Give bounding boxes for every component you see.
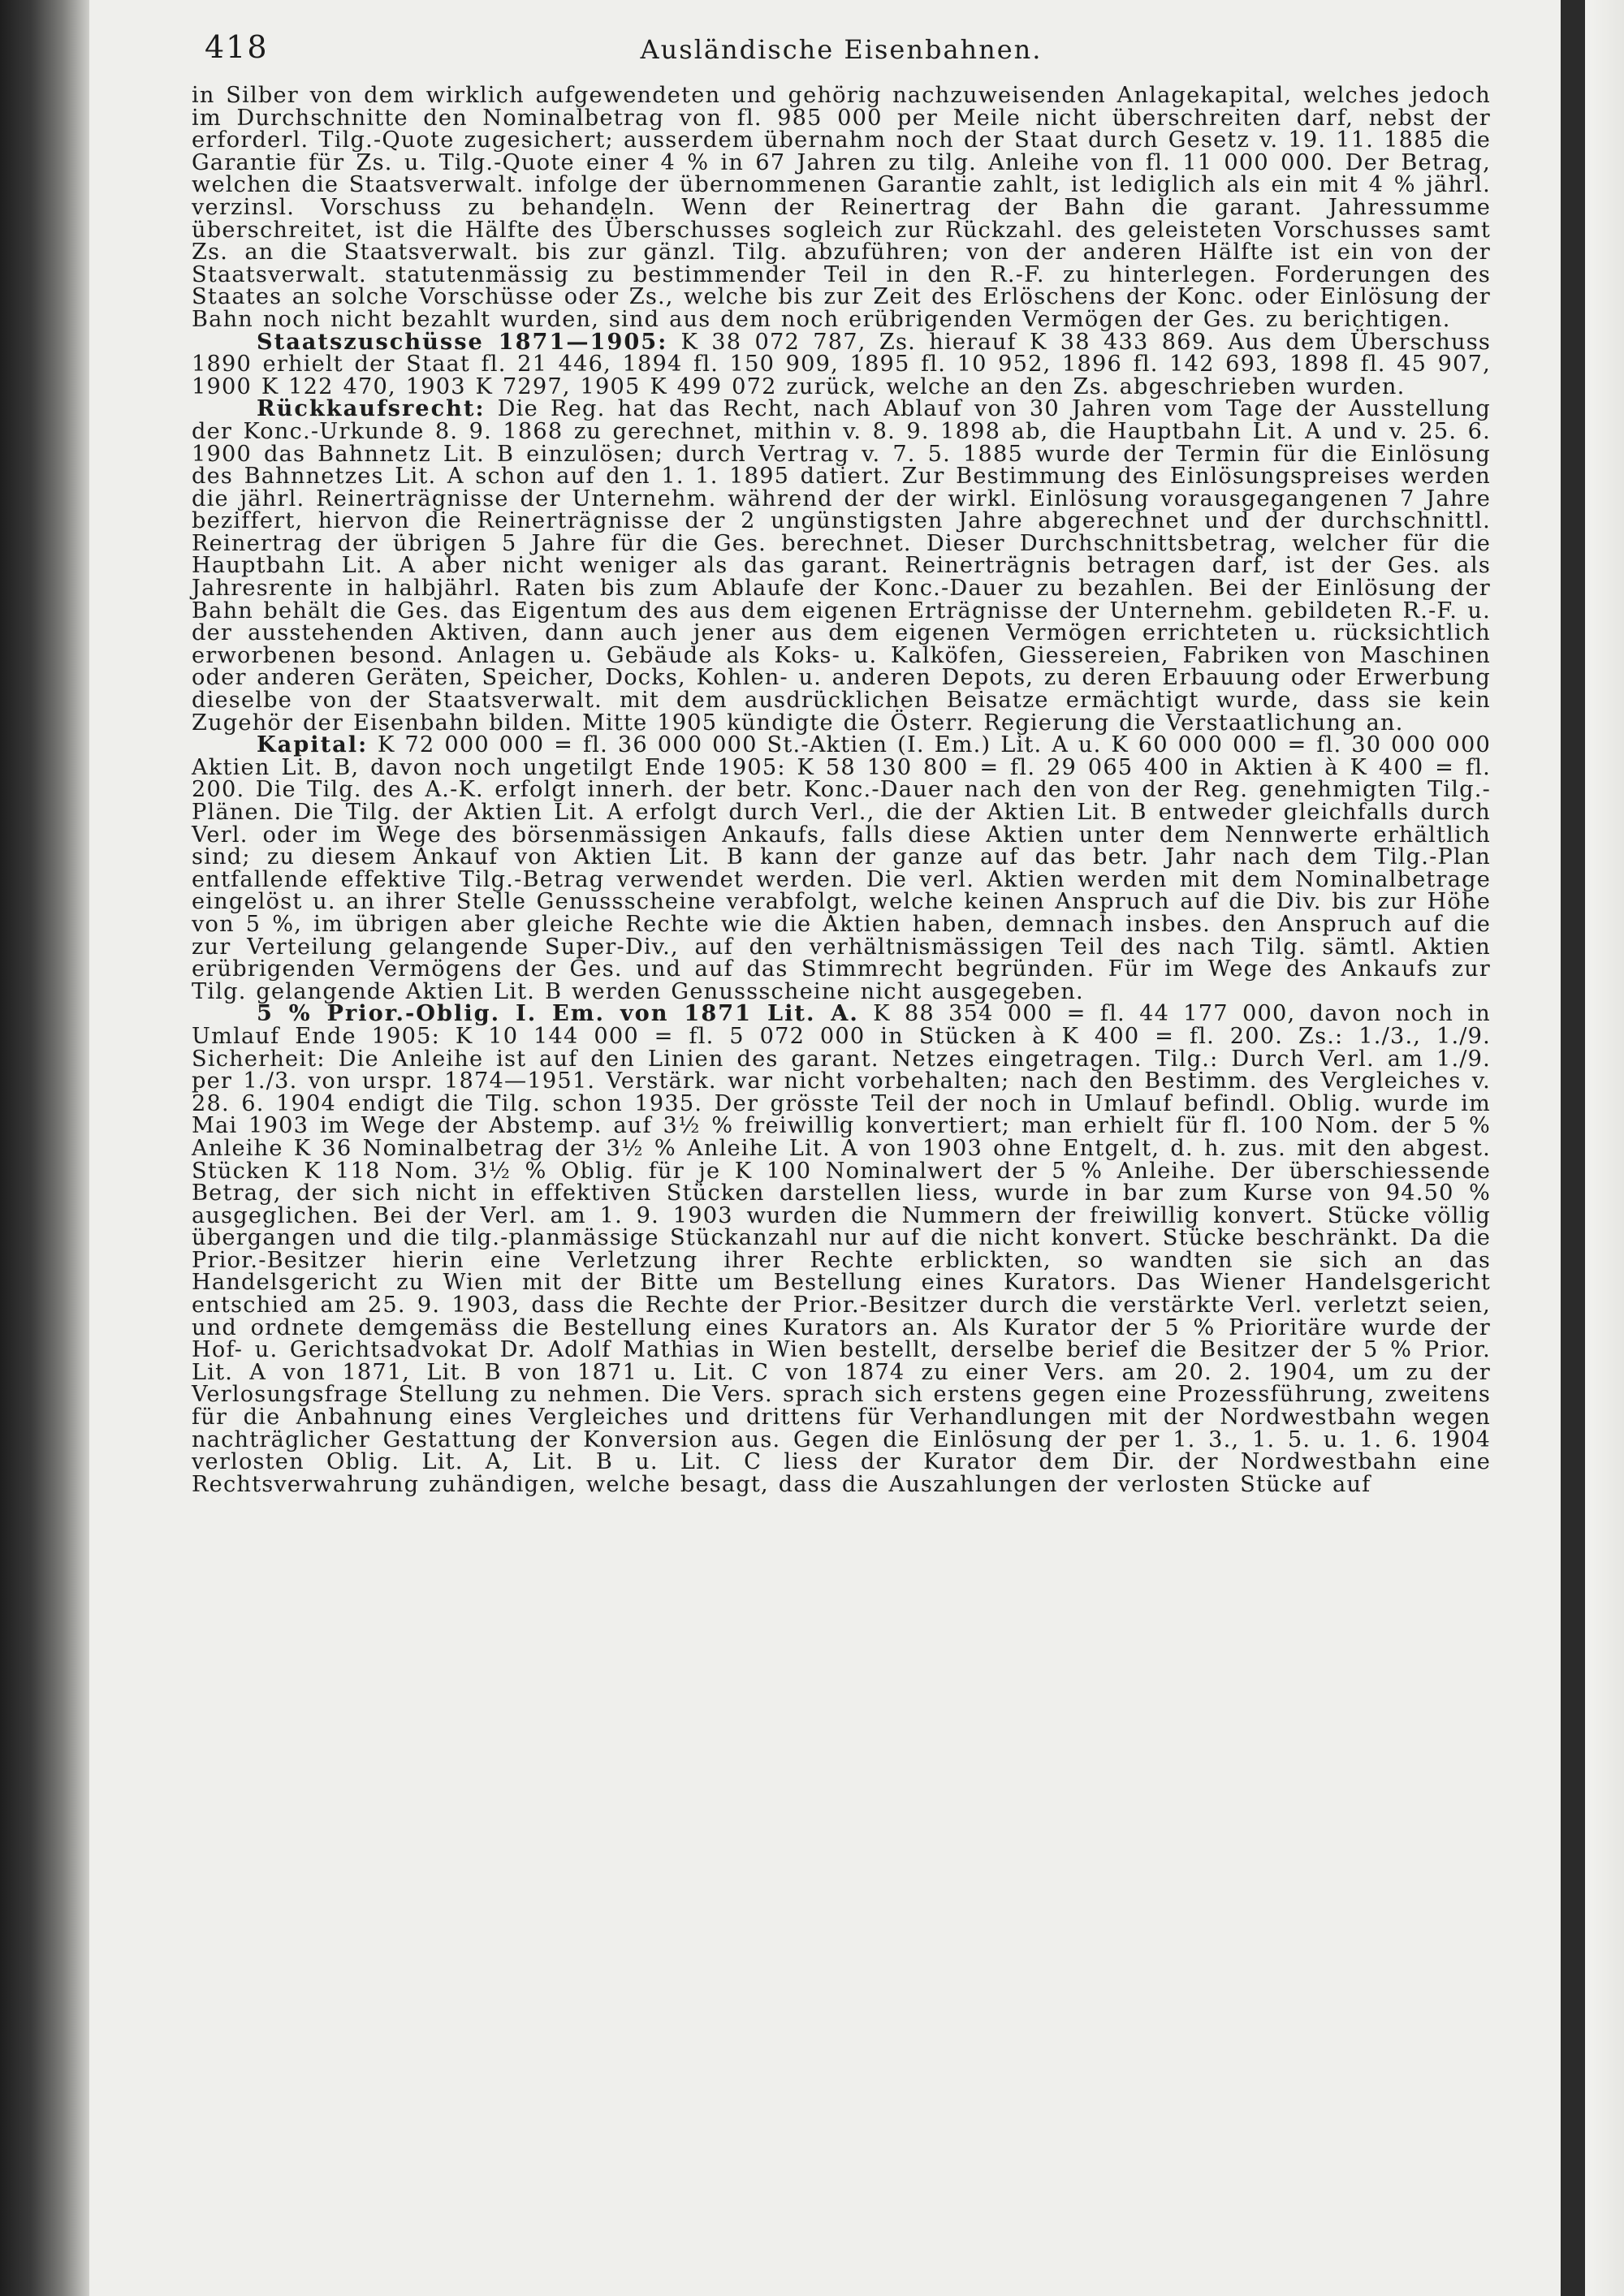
book-spine-shadow xyxy=(0,0,89,2296)
paragraph-staatszuschuesse xyxy=(192,328,1491,399)
paragraph-rueckkaufsrecht xyxy=(192,395,1491,736)
scan-edge-bar xyxy=(1561,0,1585,2296)
page-edge xyxy=(1585,0,1624,2296)
document-page xyxy=(192,26,1491,2275)
body-text xyxy=(192,84,1491,1495)
section-heading: Rückkaufsrecht: xyxy=(257,395,486,422)
section-heading: Kapital: xyxy=(257,732,369,758)
paragraph-text: K 38 072 787, Zs. hierauf K 38 433 869. Aus dem Überschuss 1890 erhielt der Staat fl. 21 446, 1894 fl. 150 909, 1895 fl. 10 952, 1896 fl. 142 693, 1898 fl. 45 907, 1900 K 122 470, 1903 K 7297, 1905 K 499 072 zurück, welche an den Zs. abgeschrieben wurden. xyxy=(192,329,1491,399)
paragraph-text: Die Reg. hat das Recht, nach Ablauf von 30 Jahren vom Tage der Ausstellung der Konc.-Urkunde 8. 9. 1868 zu gerechnet, mithin v. 8. 9. 1898 ab, die Hauptbahn Lit. A und v. 25. 6. 1900 das Bahnnetz Lit. B einzulösen; durch Vertrag v. 7. 5. 1885 wurde der Termin für die Einlösung des Bahnnetzes Lit. A schon auf den 1. 1. 1895 datiert. Zur Bestimmung des Einlösungspreises werden die jährl. Reinerträgnisse der Unternehm. während der der wirkl. Einlösung vorausgegangenen 7 Jahre beziffert, hiervon die Reinerträgnisse der 2 ungünstigsten Jahre abgerechnet und der durchschnittl. Reinertrag der übrigen 5 Jahre für die Ges. berechnet. Dieser Durchschnittsbetrag, welcher für die Hauptbahn Lit. A aber nicht weniger als das garant. Reinerträgnis betragen darf, ist der Ges. als Jahresrente in halbjährl. Raten bis zum Ablaufe der Konc.-Dauer zu bezahlen. Bei der Einlösung der Bahn behält die Ges. das Eigentum des aus dem eigenen Erträgnisse der Unternehm. gebildeten R.-F. u. der ausstehenden Aktiven, dann auch jener aus dem eigenen Vermögen errichteten u. rücksichtlich erworbenen besond. Anlagen u. Gebäude als Koks- u. Kalköfen, Giessereien, Fabriken von Maschinen oder anderen Geräten, Speicher, Docks, Kohlen- u. anderen Depots, zu deren Erbauung oder Erwerbung dieselbe von der Staatsverwalt. mit dem ausdrücklichen Beisatze ermächtigt wurde, dass sie kein Zugehör der Eisenbahn bilden. Mitte 1905 kündigte die Österr. Regierung die Verstaatlichung an. xyxy=(192,396,1491,736)
running-title: Ausländische Eisenbahnen. xyxy=(640,34,1043,65)
paragraph-kapital xyxy=(192,734,1491,1003)
paragraph-guarantee xyxy=(192,84,1491,331)
paragraph-text: in Silber von dem wirklich aufgewendeten und gehörig nachzuweisenden Anlagekapital, welches jedoch im Durchschnitte den Nominalbetrag von fl. 985 000 per Meile nicht überschreiten darf, nebst der erforderl. Tilg.-Quote zugesichert; ausserdem übernahm noch der Staat durch Gesetz v. 19. 11. 1885 die Garantie für Zs. u. Tilg.-Quote einer 4 % in 67 Jahren zu tilg. Anleihe von fl. 11 000 000. Der Betrag, welchen die Staatsverwalt. infolge der übernommenen Garantie zahlt, ist lediglich als ein mit 4 % jährl. verzinsl. Vorschuss zu behandeln. Wenn der Reinertrag der Bahn die garant. Jahressumme überschreitet, ist die Hälfte des Überschusses sogleich zur Rückzahl. des geleisteten Vorschusses samt Zs. an die Staatsverwalt. bis zur gänzl. Tilg. abzuführen; von der anderen Hälfte ist ein von der Staatsverwalt. statutenmässig zu bestimmender Teil in den R.-F. zu hinterlegen. Forderungen des Staates an solche Vorschüsse oder Zs., welche bis zur Zeit des Erlöschens der Konc. oder Einlösung der Bahn noch nicht bezahlt wurden, sind aus dem noch erübrigenden Vermögen der Ges. zu berichtigen. xyxy=(192,83,1491,332)
paragraph-prior-oblig xyxy=(192,1000,1491,1497)
section-heading: 5 % Prior.-Oblig. I. Em. von 1871 Lit. A. xyxy=(257,1000,859,1027)
paragraph-text: K 72 000 000 = fl. 36 000 000 St.-Aktien (I. Em.) Lit. A u. K 60 000 000 = fl. 30 000 000 Aktien Lit. B, davon noch ungetilgt Ende 1905: K 58 130 800 = fl. 29 065 400 in Aktien à K 400 = fl. 200. Die Tilg. des A.-K. erfolgt innerh. der betr. Konc.-Dauer nach den von der Reg. genehmigten Tilg.-Plänen. Die Tilg. der Aktien Lit. A erfolgt durch Verl., die der Aktien Lit. B entweder gleichfalls durch Verl. oder im Wege des börsenmässigen Ankaufs, falls diese Aktien unter dem Nennwerte erhältlich sind; zu diesem Ankauf von Aktien Lit. B kann der ganze auf das betr. Jahr nach dem Tilg.-Plan entfallende effektive Tilg.-Betrag verwendet werden. Die verl. Aktien werden mit dem Nominalbetrage eingelöst u. an ihrer Stelle Genussscheine verabfolgt, welche keinen Anspruch auf die Div. bis zur Höhe von 5 %, im übrigen aber gleiche Rechte wie die Aktien haben, demnach insbes. den Anspruch auf die zur Verteilung gelangende Super-Div., auf den verhältnismässigen Teil des nach Tilg. sämtl. Aktien erübrigenden Vermögens der Ges. und auf das Stimmrecht begründen. Für im Wege des Ankaufs zur Tilg. gelangende Aktien Lit. B werden Genussscheine nicht ausgegeben. xyxy=(192,732,1491,1004)
page-number: 418 xyxy=(205,29,269,65)
paragraph-text: K 88 354 000 = fl. 44 177 000, davon noch in Umlauf Ende 1905: K 10 144 000 = fl. 5 072 000 in Stücken à K 400 = fl. 200. Zs.: 1./3., 1./9. Sicherheit: Die Anleihe ist auf den Linien des garant. Netzes eingetragen. Tilg.: Durch Verl. am 1./9. per 1./3. von urspr. 1874—1951. Verstärk. war nicht vorbehalten; nach den Bestimm. des Vergleiches v. 28. 6. 1904 endigt die Tilg. schon 1935. Der grösste Teil der noch in Umlauf befindl. Oblig. wurde im Mai 1903 im Wege der Abstemp. auf 3½ % freiwillig konvertiert; man erhielt für fl. 100 Nom. der 5 % Anleihe K 36 Nominalbetrag der 3½ % Anleihe Lit. A von 1903 ohne Entgelt, d. h. zus. mit den abgest. Stücken K 118 Nom. 3½ % Oblig. für je K 100 Nominalwert der 5 % Anleihe. Der überschiessende Betrag, der sich nicht in effektiven Stücken darstellen liess, wurde in bar zum Kurse von 94.50 % ausgeglichen. Bei der Verl. am 1. 9. 1903 wurden die Nummern der freiwillig konvert. Stücke völlig übergangen und die tilg.-planmässige Stückanzahl nur auf die nicht konvert. Stücke beschränkt. Da die Prior.-Besitzer hierin eine Verletzung ihrer Rechte erblickten, so wandten sie sich an das Handelsgericht zu Wien mit der Bitte um Bestellung eines Kurators. Das Wiener Handelsgericht entschied am 25. 9. 1903, dass die Rechte der Prior.-Besitzer durch die verstärkte Verl. verletzt seien, und ordnete demgemäss die Bestellung eines Kurators an. Als Kurator der 5 % Prioritäre wurde der Hof- u. Gerichtsadvokat Dr. Adolf Mathias in Wien bestellt, derselbe berief die Besitzer der 5 % Prior. Lit. A von 1871, Lit. B von 1871 u. Lit. C von 1874 zu einer Vers. am 20. 2. 1904, um zu der Verlosungsfrage Stellung zu nehmen. Die Vers. sprach sich erstens gegen eine Prozessführung, zweitens für die Anbahnung eines Vergleiches und drittens für Verhandlungen mit der Nordwestbahn wegen nachträglicher Gestattung der Konversion aus. Gegen die Einlösung der per 1. 3., 1. 5. u. 1. 6. 1904 verlosten Oblig. Lit. A, Lit. B u. Lit. C liess der Kurator dem Dir. der Nordwestbahn eine Rechtsverwahrung zuhändigen, welche besagt, dass die Auszahlungen der verlosten Stücke auf xyxy=(192,1001,1491,1497)
page-header xyxy=(192,26,1491,84)
section-heading: Staatszuschüsse 1871—1905: xyxy=(257,328,668,355)
